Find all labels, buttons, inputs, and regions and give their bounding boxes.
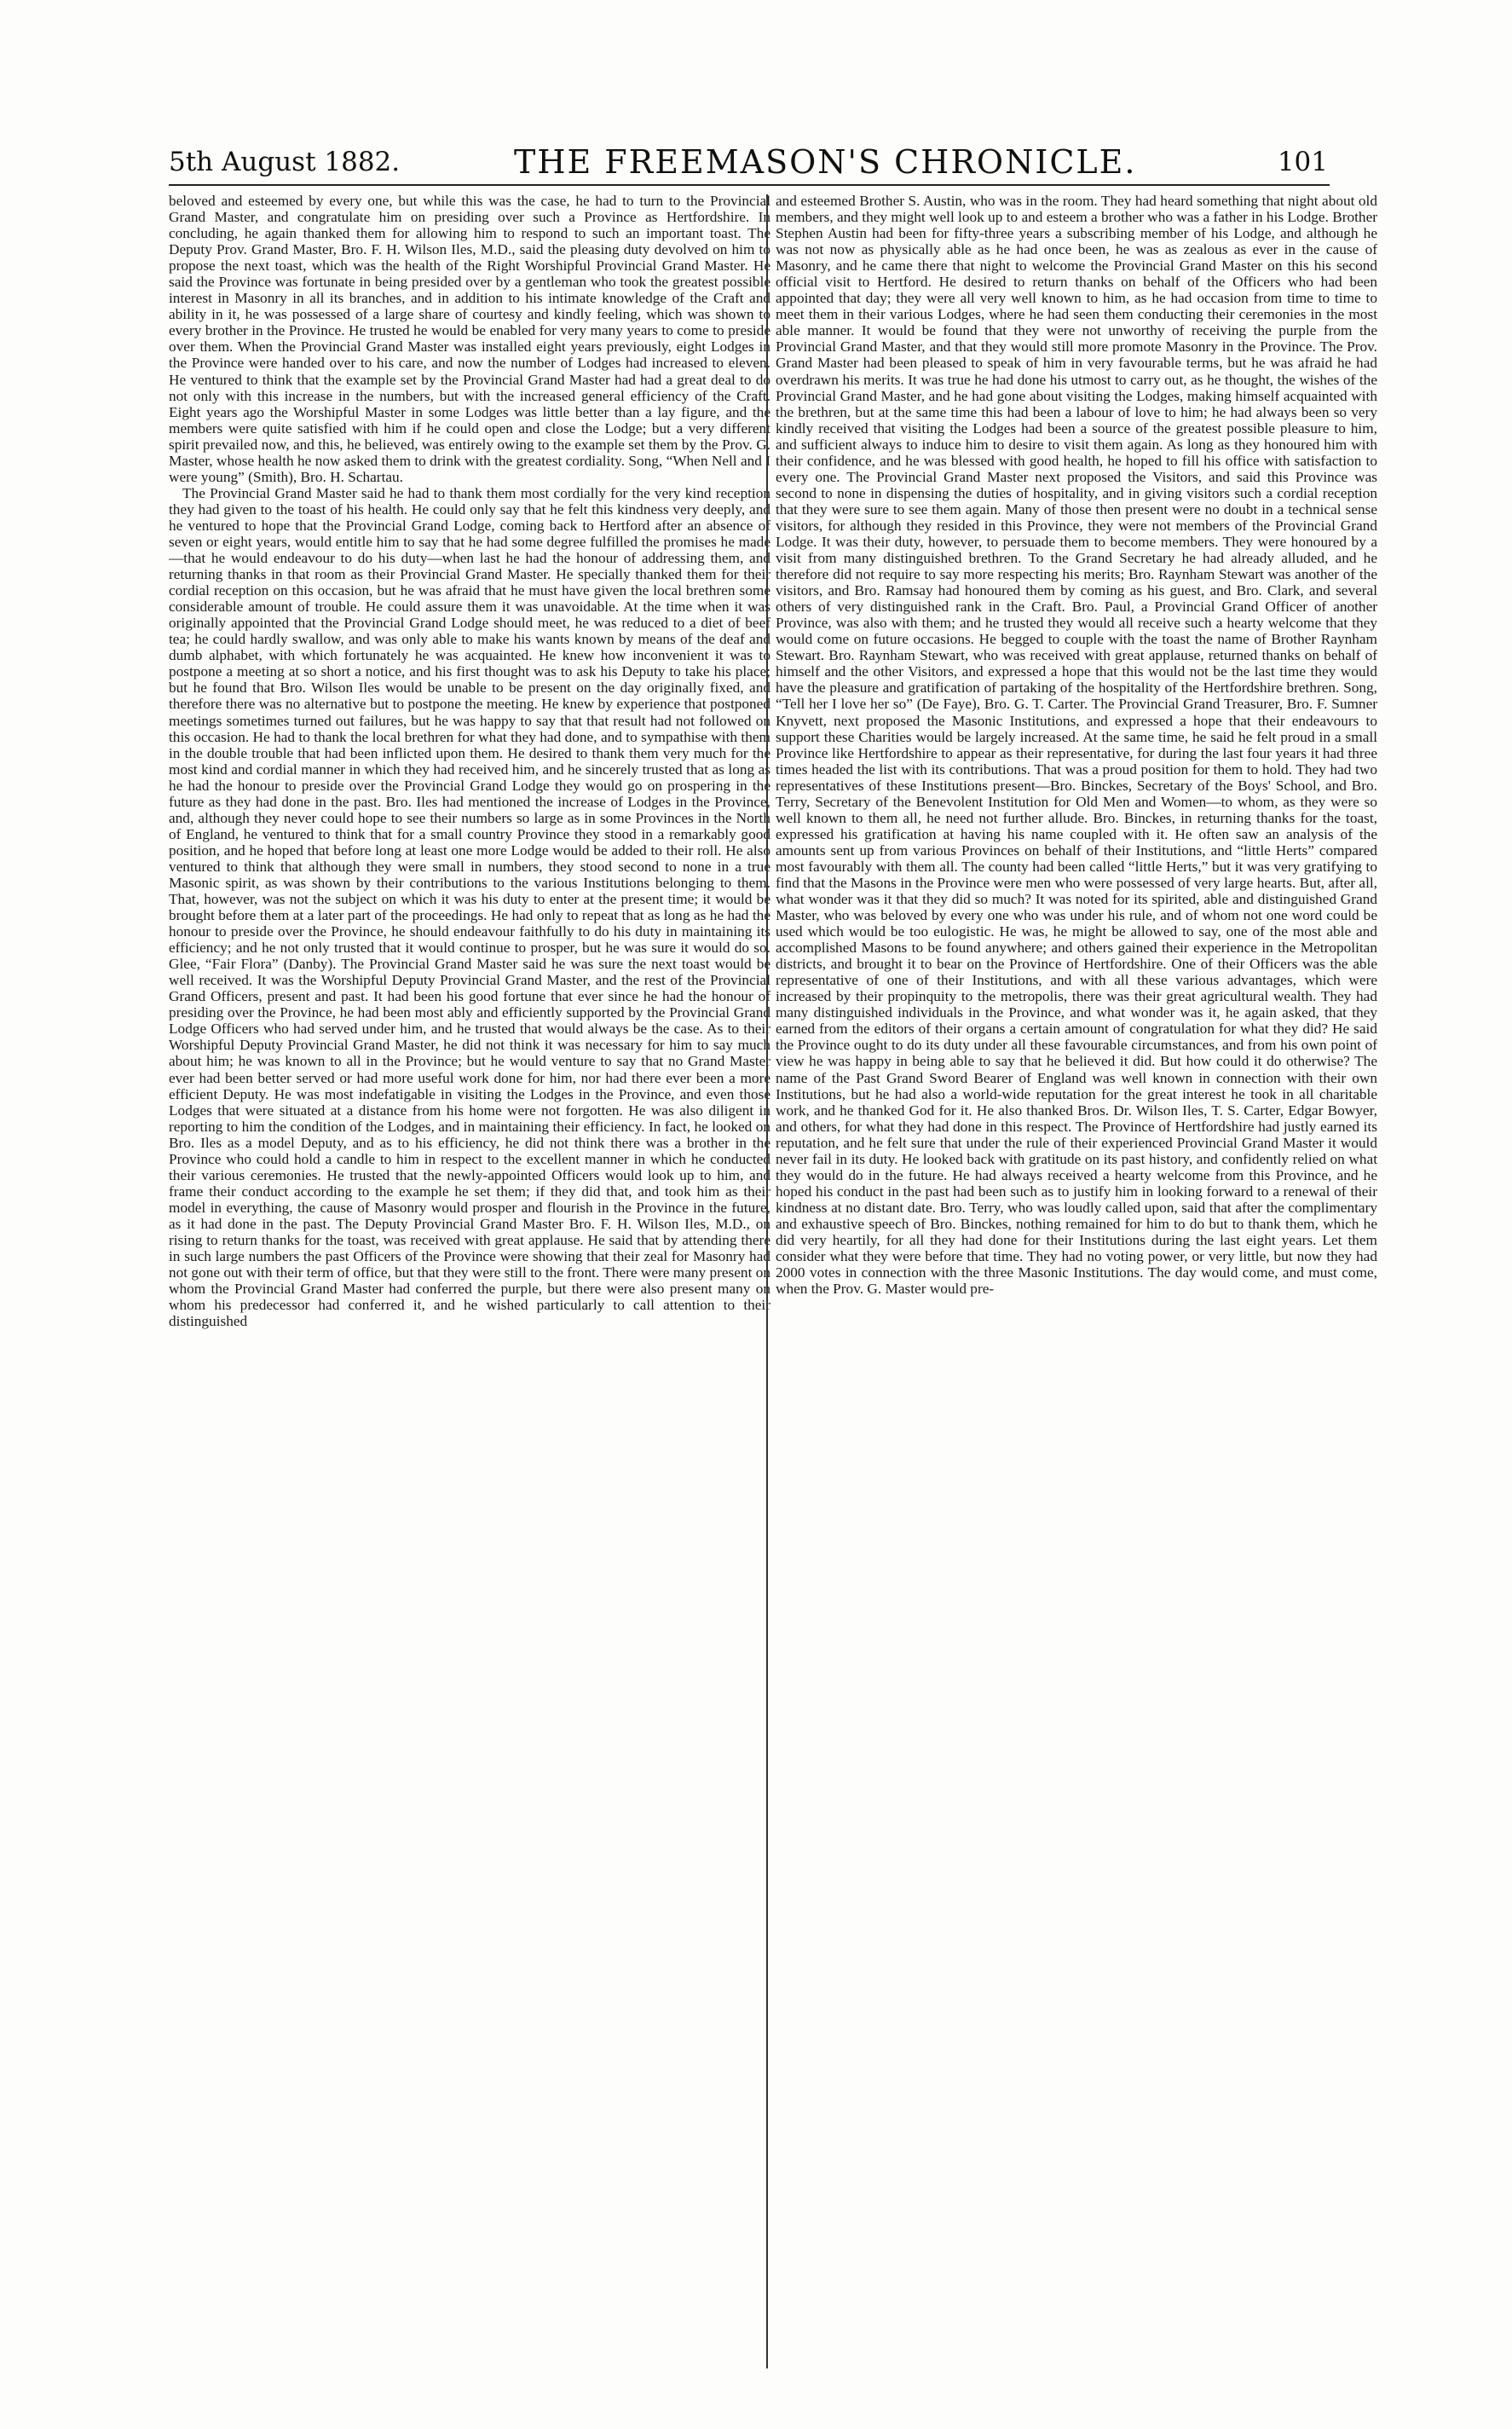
left-column [169, 193, 770, 2372]
right-column [776, 193, 1377, 2372]
header-rule [169, 184, 1330, 186]
issue-date: 5th August 1882. [169, 147, 401, 177]
column-divider [766, 194, 768, 2368]
page-number: 101 [1277, 147, 1328, 177]
right-paragraph-1: and esteemed Brother S. Austin, who was in the room. They had heard something that night about old members, and they might well look up to and esteem a brother who was a father in his Lodge. Brother Stephen Austin had been for fifty-three years a subscribing member of his Lodge, and although he was not now as physically able as he had once been, he was as zealous as ever in the cause of Masonry, and he came there that night to welcome the Provincial Grand Master on this his second official visit to Hertford. He desired to return thanks on behalf of the Officers who had been appointed that day; they were all very well known to him, as he had occasion from time to time to meet them in their various Lodges, where he had seen them conducting their ceremonies in the most able manner. It would be found that they were not unworthy of receiving the purple from the Provincial Grand Master, and that they would still more promote Masonry in the Province. The Prov. Grand Master had been pleased to speak of him in very favourable terms, but he was afraid he had overdrawn his merits. It was true he had done his utmost to carry out, as he thought, the wishes of the Provincial Grand Master, and he had gone about visiting the Lodges, making himself acquainted with the brethren, but at the same time this had been a labour of love to him; he had always been so very kindly received that visiting the Lodges had been a source of the greatest possible pleasure to him, and sufficient always to induce him to desire to visit them again. As long as they honoured him with their confidence, and he was blessed with good health, he hoped to fill his office with satisfaction to every one. The Provincial Grand Master next proposed the Visitors, and said this Province was second to none in dispensing the duties of hospitality, and in giving visitors such a cordial reception that they were sure to see them again. Many of those then present were no doubt in a technical sense visitors, for although they resided in this Province, they were not members of the Provincial Grand Lodge. It was their duty, however, to persuade them to become members. They were honoured by a visit from many distinguished brethren. To the Grand Secretary he had already alluded, and he therefore did not require to say more respecting his merits; Bro. Raynham Stewart was another of the visitors, and Bro. Ramsay had honoured them by coming as his guest, and Bro. Clark, and several others of very distinguished rank in the Craft. Bro. Paul, a Provincial Grand Officer of another Province, was also with them; and he trusted they would all receive such a hearty welcome that they would come on future occasions. He begged to couple with the toast the name of Brother Raynham Stewart. Bro. Raynham Stewart, who was received with great applause, returned thanks on behalf of himself and the other Visitors, and expressed a hope that this would not be the last time they would have the pleasure and gratification of partaking of the hospitality of the Hertfordshire brethren. Song, “Tell her I love her so” (De Faye), Bro. G. T. Carter. The Provincial Grand Treasurer, Bro. F. Sumner Knyvett, next proposed the Masonic Institutions, and expressed a hope that their endeavours to support these Charities would be largely increased. At the same time, he said he felt proud in a small Province like Hertfordshire to appear as their representative, for during the last four years it had three times headed the list with its contributions. That was a proud position for them to hold. They had two representatives of these Institutions present—Bro. Binckes, Secretary of the Boys' School, and Bro. Terry, Secretary of the Benevolent Institution for Old Men and Women—to whom, as they were so well known to them all, he need not further allude. Bro. Binckes, in returning thanks for the toast, expressed his gratification at having his name coupled with it. He often saw an analysis of the amounts sent up from various Provinces on behalf of their Institutions, and “little Herts” compared most favourably with them all. The county had been called “little Herts,” but it was very gratifying to find that the Masons in the Province were men who were possessed of very large hearts. But, after all, what wonder was it that they did so much? It was noted for its spirited, able and distinguished Grand Master, who was beloved by every one who was under his rule, and of whom not one word could be used which would be too eulogistic. He was, he might be allowed to say, one of the most able and accomplished Masons to be found anywhere; and others gained their experience in the Metropolitan districts, and brought it to bear on the Province of Hertfordshire. One of their Officers was the able representative of one of their Institutions, and with all these various advantages, which were increased by their propinquity to the metropolis, there was their great agricultural wealth. They had many distinguished individuals in the Province, and what wonder was it, he again asked, that they earned from the editors of their organs a certain amount of congratulation for what they did? He said the Province ought to do its duty under all these favourable circumstances, and from his own point of view he was happy in being able to say that he believed it did. But how could it do otherwise? The name of the Past Grand Sword Bearer of England was well known in connection with their own Institutions, but he had also a world-wide reputation for the great interest he took in all charitable work, and he thanked God for it. He also thanked Bros. Dr. Wilson Iles, T. S. Carter, Edgar Bowyer, and others, for what they had done in this respect. The Province of Hertfordshire had justly earned its reputation, and he felt sure that under the rule of their experienced Provincial Grand Master it would never fail in its duty. He looked back with gratitude on its past history, and confidently relied on what they would do in the future. He had always received a hearty welcome from this Province, and he hoped his conduct in the past had been such as to justify him in looking forward to a renewal of their kindness at no distant date. Bro. Terry, who was loudly called upon, said that after the complimentary and exhaustive speech of Bro. Binckes, nothing remained for him to do but to thank them, which he did very heartily, for all they had done for their Institutions during the last eight years. Let them consider what they were before that time. They had no voting power, or very little, but now they had 2000 votes in connection with the three Masonic Institutions. The day would come, and must come, when the Prov. G. Master would pre- [776, 193, 1377, 1298]
left-paragraph-1: beloved and esteemed by every one, but while this was the case, he had to turn to the Provincial Grand Master, and congratulate him on presiding over such a Province as Hertfordshire. In concluding, he again thanked them for allowing him to respond to such an important toast. The Deputy Prov. Grand Master, Bro. F. H. Wilson Iles, M.D., said the pleasing duty devolved on him to propose the next toast, which was the health of the Right Worshipful Provincial Grand Master. He said the Province was fortunate in being presided over by a gentleman who took the greatest possible interest in Masonry in all its branches, and in addition to his intimate knowledge of the Craft and ability in it, he was possessed of a large share of courtesy and kindly feeling, which was shown to every brother in the Province. He trusted he would be enabled for very many years to come to preside over them. When the Provincial Grand Master was installed eight years previously, eight Lodges in the Province were handed over to his care, and now the number of Lodges had increased to eleven. He ventured to think that the example set by the Provincial Grand Master had had a great deal to do not only with this increase in the numbers, but with the increased general efficiency of the Craft. Eight years ago the Worshipful Master in some Lodges was little better than a lay figure, and the members were quite satisfied with him if he could open and close the Lodge; but a very different spirit prevailed now, and this, he believed, was entirely owing to the example set them by the Prov. G. Master, whose health he now asked them to drink with the greatest cordiality. Song, “When Nell and I were young” (Smith), Bro. H. Schartau. [169, 193, 770, 485]
left-paragraph-2: The Provincial Grand Master said he had to thank them most cordially for the very kind reception they had given to the toast of his health. He could only say that he felt this kindness very deeply, and he ventured to hope that the Provincial Grand Lodge, coming back to Hertford after an absence of seven or eight years, would entitle him to say that he had some degree fulfilled the promises he made—that he would endeavour to do his duty—when last he had the honour of addressing them, and returning thanks in that room as their Provincial Grand Master. He specially thanked them for their cordial reception on this occasion, but he was afraid that he must have given the local brethren some considerable amount of trouble. He could assure them it was unavoidable. At the time when it was originally appointed that the Provincial Grand Lodge should meet, he was reduced to a diet of beef tea; he could hardly swallow, and was only able to make his wants known by means of the deaf and dumb alphabet, with which fortunately he was acquainted. He knew how inconvenient it was to postpone a meeting at so short a notice, and his first thought was to ask his Deputy to take his place; but he found that Bro. Wilson Iles would be unable to be present on the day originally fixed, and therefore there was no alternative but to postpone the meeting. He knew by experience that postponed meetings sometimes turned out failures, but he was happy to say that that result had not followed on this occasion. He had to thank the local brethren for what they had done, and to sympathise with them in the double trouble that had been inflicted upon them. He desired to thank them very much for the most kind and cordial manner in which they had received him, and he sincerely trusted that as long as he had the honour to preside over the Provincial Grand Lodge they would go on prospering in the future as they had done in the past. Bro. Iles had mentioned the increase of Lodges in the Province, and, although they never could hope to see their numbers so large as in some Provinces in the North of England, he ventured to think that for a small country Province they stood in a remarkably good position, and he hoped that before long at least one more Lodge would be added to their roll. He also ventured to think that although they were small in numbers, they stood second to none in a true Masonic spirit, as was shown by their contributions to the various Institutions belonging to them. That, however, was not the subject on which it was his duty to enter at the present time; it would be brought before them at a later part of the proceedings. He had only to repeat that as long as he had the honour to preside over the Province, he should endeavour faithfully to do his duty in maintaining its efficiency; and he not only trusted that it would continue to prosper, but he was sure it would do so. Glee, “Fair Flora” (Danby). The Provincial Grand Master said he was sure the next toast would be well received. It was the Worshipful Deputy Provincial Grand Master, and the rest of the Provincial Grand Officers, present and past. It had been his good fortune that ever since he had the honour of presiding over the Province, he had been most ably and efficiently supported by the Provincial Grand Lodge Officers who had served under him, and he trusted that would always be the case. As to their Worshipful Deputy Provincial Grand Master, he did not think it was necessary for him to say much about him; he was known to all in the Province; but he would venture to say that no Grand Master ever had been better served or had more useful work done for him, nor had there ever been a more efficient Deputy. He was most indefatigable in visiting the Lodges in the Province, and even those Lodges that were situated at a distance from his home were not forgotten. He was also diligent in reporting to him the condition of the Lodges, and in maintaining their efficiency. In fact, he looked on Bro. Iles as a model Deputy, and as to his efficiency, he did not think there was a brother in the Province who could hold a candle to him in respect to the excellent manner in which he conducted their various ceremonies. He trusted that the newly-appointed Officers would look up to him, and frame their conduct according to the example he set them; if they did that, and took him as their model in everything, the cause of Masonry would prosper and flourish in the Province in the future, as it had done in the past. The Deputy Provincial Grand Master Bro. F. H. Wilson Iles, M.D., on rising to return thanks for the toast, was received with great applause. He said that by attending there in such large numbers the past Officers of the Province were showing that their zeal for Masonry had not gone out with their term of office, but that they were still to the front. There were many present on whom the Provincial Grand Master had conferred the purple, but there were also present many on whom his predecessor had conferred it, and he wished particularly to call attention to their distinguished [169, 484, 770, 1330]
publication-title: THE FREEMASON'S CHRONICLE. [514, 143, 1137, 181]
page-header [169, 143, 1328, 188]
